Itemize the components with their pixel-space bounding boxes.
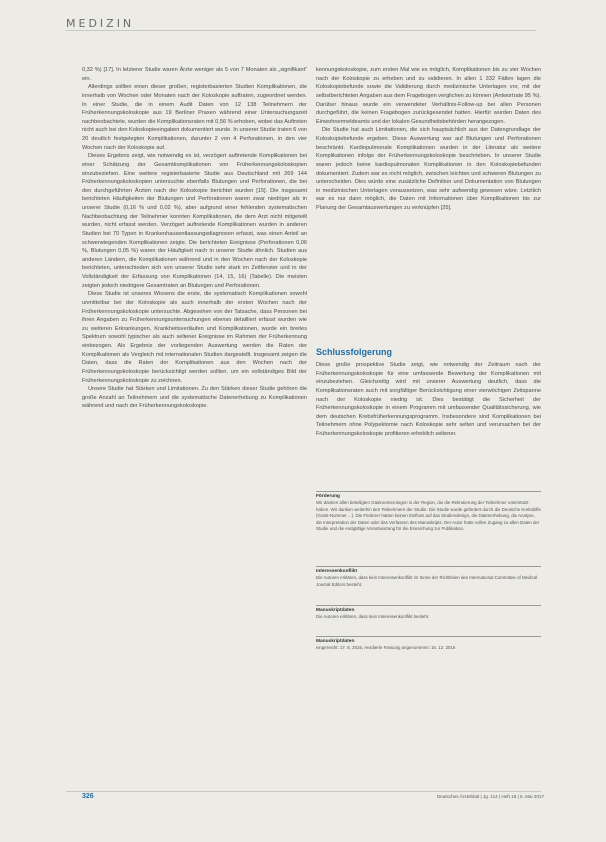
info-box-manuscript [316, 636, 541, 652]
info-box-conflict-2 [316, 605, 541, 621]
right-column-top [316, 66, 541, 213]
info-box-funding [316, 491, 541, 532]
left-paragraph: 0,32 %) [17]. In letzterer Studie waren Ärzte weniger als 5 von 7 Monaten als „signifikant“ ein. [82, 67, 307, 82]
info-box-title: Manuskriptdaten [316, 639, 355, 644]
left-column [82, 66, 307, 411]
left-paragraph: Allerdings sollten einen dieser großen, registerbasierten Studien Komplikationen, die innerhalb von Wochen oder Monaten nach der Koloskopie auftraten, zugeordnet werden. In einer Studie, die in einem Audit Daten von 12 138 Teilnehmern der Früherkennungskoloskopie aus 19 Berliner Praxen während einer Untersuchungszeit nachbeobachtete, wurden die Komplikationsraten mit 0,56 % erhoben, wobei das Auftreten nicht auch bei den Koloskopieeingaben dokumentiert wurde. In unserer Studie traten 6 von 20 deutlich festgelegten Komplikationen, darunter 2 von 4 Perforationen, in den vier Wochen nach der Koloskopie auf. [82, 84, 307, 151]
left-paragraph: Unsere Studie hat Stärken und Limitationen. Zu den Stärken dieser Studie gehören die große Anzahl an Teilnehmern und die systematische Datenerhebung zu Komplikationen während und nach der Früherkennungskoloskopie. [82, 386, 307, 410]
left-paragraph: Diese Studie ist unseres Wissens die erste, die systematisch Komplikationen sowohl unmittelbar bei der Koloskopie als auch innerhalb der ersten Wochen nach der Früherkennungskoloskopie untersuchte. Abgesehen von der Tatsache, dass Personen bei ihren Angaben zu Früherkennungsuntersuchungen ebenso detailliert erfasst wurden wie zu weiteren Erkrankungen, Krankheitsverläufen und Komplikationen, wurde ein breites Spektrum sowohl typischer als auch seltener Ereignisse im Rahmen der Früherkennung einbezogen. Als Ergebnis der vorliegenden Auswertung werden die Raten der Komplikationen als Vergleich mit internationalen Studien dargestellt. Insgesamt zeigen die Daten, dass die Raten der Komplikationen aus den Wochen nach der Früherkennungskoloskopie berücksichtigt werden sollten, um ein vollständiges Bild der Früherkennungskoloskopie zu zeichnen. [82, 291, 307, 384]
footer-rule [66, 791, 541, 792]
info-box-title: Interessenkonflikt [316, 569, 358, 574]
left-paragraph: Dieses Ergebnis zeigt, wie notwendig es ist, verzögert auftretende Komplikationen bei einer Schätzung der Gesamtkomplikationen von Früherkennungskoloskopien einzubeziehen. Eine weitere registerbasierte Studie aus Deutschland mit 269 144 Früherkennungskoloskopien untersuchte ebenfalls Blutungen und Perforationen, die bei den durchgeführten Ärzten nach der Koloskopie berichtet wurden [15]. Die insgesamt berichteten Häufigkeiten der Blutungen und Perforationen waren zwar niedriger als in unserer Studie (0,16 % und 0,02 %), aber aufgrund einer fehlenden systematischen Nachbeobachtung der Teilnehmer konnten Komplikationen, die dem Arzt nicht mitgeteilt wurden, nicht erfasst werden. Verzögert auftretende Komplikationen wurden in anderen Studien bei 70 Typen in Krankenhausentlassungsdiagnosen erfasst, was einen Anteil an schwerwiegenden Komplikationen zeigte. Die berichteten Ereignisse (Perforationen 0,06 %, Blutungen 0,05 %) waren der Häufigkeit nach in unserer Studie ähnlich. Studien aus anderen Ländern, die Komplikationen während und in den Wochen nach der Koloskopie berichteten, unterschieden sich von unserer Studie sehr stark im Zeitfenster und in der Vollständigkeit der Erfassung von Komplikationen (14, 15, 16) (Tabelle). Die meisten zeigten jedoch niedrigere Gesamtraten an Blutungen und Perforationen. [82, 153, 307, 289]
info-box-conflict-1 [316, 566, 541, 588]
info-box-text: Die Autoren erklären, dass kein Interessenkonflikt besteht. [316, 614, 430, 620]
right-paragraph: Die Studie hat auch Limitationen, die sich hauptsächlich aus der Datengrundlage der Koloskopiebefunde ergeben. Diese Auswertung war auf Blutungen und Perforationen beschränkt. Kardiopulmonale Komplikationen wurden in der Literatur als weitere Komplikationen infolge der Früherkennungskoloskopie beschrieben. In unserer Studie waren jedoch keine kardiopulmonalen Komplikationen in den Koloskopiebefunden dokumentiert. Zudem war es nicht möglich, zwischen leichten und schweren Blutungen zu unterscheiden. Dies würde eine zusätzliche Definition und Dokumentation von Blutungen in medizinischen Unterlagen voraussetzen, was sehr aufwendig gewesen wäre. Letztlich war es nur dann möglich, die Daten mit Informationen über Komplikationen bis zur Planung der Gesamtauswertungen zu verknüpfen [25]. [316, 127, 541, 211]
conclusion-heading: Schlussfolgerung [316, 347, 393, 357]
info-box-title: Förderung [316, 494, 340, 499]
journal-reference: Deutsches Ärzteblatt | Jg. 114 | Heft 18 | 5. Mai 2017 [436, 794, 544, 799]
section-tag: MEDIZIN [66, 17, 135, 30]
conclusion-paragraph: Diese große prospektive Studie zeigt, wie notwendig der Zeitraum nach der Früherkennungskoloskopie für eine umfassende Bewertung der Komplikationen mit einzubeziehen. Gleichzeitig wird mit unserer Auswertung deutlich, dass die Komplikationsraten auch mit sorgfältiger Berücksichtigung einer vierwöchigen Zeitspanne nach der Koloskopie niedrig ist. Dies bestätigt die Sicherheit der Früherkennungskoloskopie in einem Programm mit umfassender Qualitätssicherung, wie dem deutschen Krebsfrüherkennungsprogramm. Insbesondere sind Komplikationen bei Teilnehmern ohne Polypektomie nach Koloskopie sehr selten und verursachen bei der Früherkennungskoloskopie profitieren erheblich seltener. [316, 362, 541, 437]
info-box-text: Die Autoren erklären, dass kein Interessenkonflikt im Sinne der Richtlinien des International Committee of Medical Journal Editors besteht. [316, 575, 538, 587]
header-rule [66, 30, 536, 31]
right-paragraph: kennungskoloskopie, zum ersten Mal wie es möglich, Komplikationen bis zu vier Wochen nach der Koloskopie zu erheben und zu validieren. In allen 1 332 Fällen lagen die Koloskopiebefunde sowie die Validierung durch medizinische Unterlagen vor, mit der selbstberichteten Angaben aus dem Fragebogen verglichen zu können (Antwortrate 95 %). Darüber hinaus wurde ein verwendeter Verhältnis-Follow-up bei allen Personen durchgeführt, die keinen Fragebogen zurückgesendet hatten. Hierfür wurden Daten des Einwohnermeldeamts und der lokalen Gesundheitsbehörden herangezogen. [316, 67, 541, 125]
info-box-title: Manuskriptdaten [316, 608, 355, 613]
info-box-text: Wir danken allen beteiligten Gastroenterologen in der Region, die die Rekrutierung der Teilnehmer unterstützt haben. Wir danken weiterhin den Teilnehmern der Studie. Die Studie wurde gefördert durch die Deutsche Krebshilfe (Grant-Nummer ...). Die Förderer hatten keinen Einfluss auf das Studiendesign, die Datenerhebung, die Analyse, die Interpretation der Daten oder das Verfassen des Manuskripts. Der Autor hatte vollen Zugang zu allen Daten der Studie und die endgültige Verantwortung für die Einreichung zur Publikation. [316, 500, 541, 532]
info-box-text: eingereicht: 17. 8. 2016, revidierte Fassung angenommen: 15. 12. 2016 [316, 645, 456, 651]
conclusion-body [316, 361, 541, 439]
page-number: 326 [82, 793, 94, 800]
